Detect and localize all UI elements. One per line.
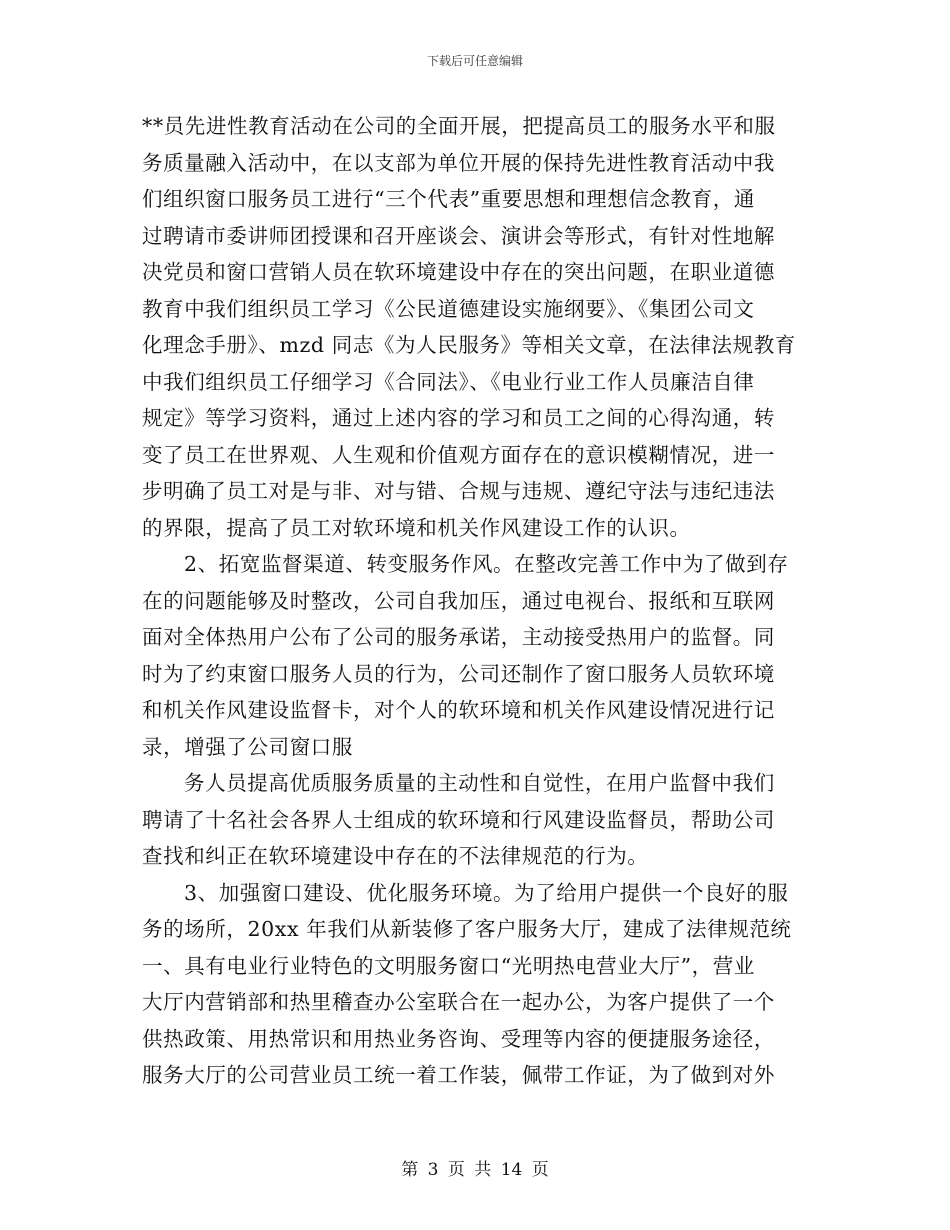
text-line: **员先进性教育活动在公司的全面开展，把提高员工的服务水平和服	[142, 114, 776, 138]
text-line: 教育中我们组织员工学习《公民道德建设实施纲要》、《集团公司文	[142, 296, 755, 321]
text-line: 和机关作风建设监督卡，对个人的软环境和机关作风建设情况进行记	[142, 698, 775, 722]
text-line: 聘请了十名社会各界人士组成的软环境和行风建设监督员，帮助公司	[142, 807, 775, 832]
text-line: 决党员和窗口营销人员在软环境建设中存在的突出问题，在职业道德	[142, 260, 775, 284]
text-line: 2、拓宽监督渠道、转变服务作风。在整改完善工作中为了做到存	[184, 552, 789, 576]
text-line: 大厅内营销部和热里稽查办公室联合在一起办公，为客户提供了一个	[142, 990, 775, 1014]
page-header: 下载后可任意编辑	[426, 54, 523, 68]
text-line: 服务大厅的公司营业员工统一着工作装，佩带工作证，为了做到对外	[142, 1063, 775, 1087]
text-line: 时为了约束窗口服务人员的行为，公司还制作了窗口服务人员软环境	[142, 661, 775, 686]
page-footer: 第 3 页 共 14 页	[401, 1160, 549, 1180]
document-body	[142, 108, 810, 1094]
text-line: 的界限，提高了员工对软环境和机关作风建设工作的认识。	[142, 515, 691, 540]
text-line: 过聘请市委讲师团授课和召开座谈会、演讲会等形式，有针对性地解	[142, 223, 775, 248]
text-line: 中我们组织员工仔细学习《合同法》、《电业行业工作人员廉洁自律	[142, 369, 755, 394]
text-line: 一、具有电业行业特色的文明服务窗口“光明热电营业大厅”，营业	[142, 953, 755, 978]
text-line: 化理念手册》、mzd 同志《为人民服务》等相关文章，在法律法规教育	[142, 333, 796, 357]
text-line: 规定》等学习资料，通过上述内容的学习和员工之间的心得沟通，转	[142, 406, 775, 430]
text-line: 们组织窗口服务员工进行“三个代表”重要思想和理想信念教育，通	[142, 187, 755, 211]
text-line: 查找和纠正在软环境建设中存在的不法律规范的行为。	[142, 844, 649, 868]
text-line: 供热政策、用热常识和用热业务咨询、受理等内容的便捷服务途径，	[142, 1026, 775, 1051]
text-line: 务人员提高优质服务质量的主动性和自觉性，在用户监督中我们	[184, 771, 775, 795]
text-line: 3、加强窗口建设、优化服务环境。为了给用户提供一个良好的服	[184, 880, 789, 905]
text-line: 务质量融入活动中，在以支部为单位开展的保持先进性教育活动中我	[142, 150, 775, 175]
text-line: 在的问题能够及时整改，公司自我加压，通过电视台、报纸和互联网	[142, 588, 775, 613]
text-line: 面对全体热用户公布了公司的服务承诺，主动接受热用户的监督。同	[142, 625, 775, 649]
text-line: 变了员工在世界观、人生观和价值观方面存在的意识模糊情况，进一	[142, 442, 775, 467]
text-line: 步明确了员工对是与非、对与错、合规与违规、遵纪守法与违纪违法	[142, 479, 775, 503]
text-line: 录，增强了公司窗口服	[142, 734, 353, 759]
text-line: 务的场所，20xx 年我们从新装修了客户服务大厅，建成了法律规范统	[142, 917, 792, 941]
